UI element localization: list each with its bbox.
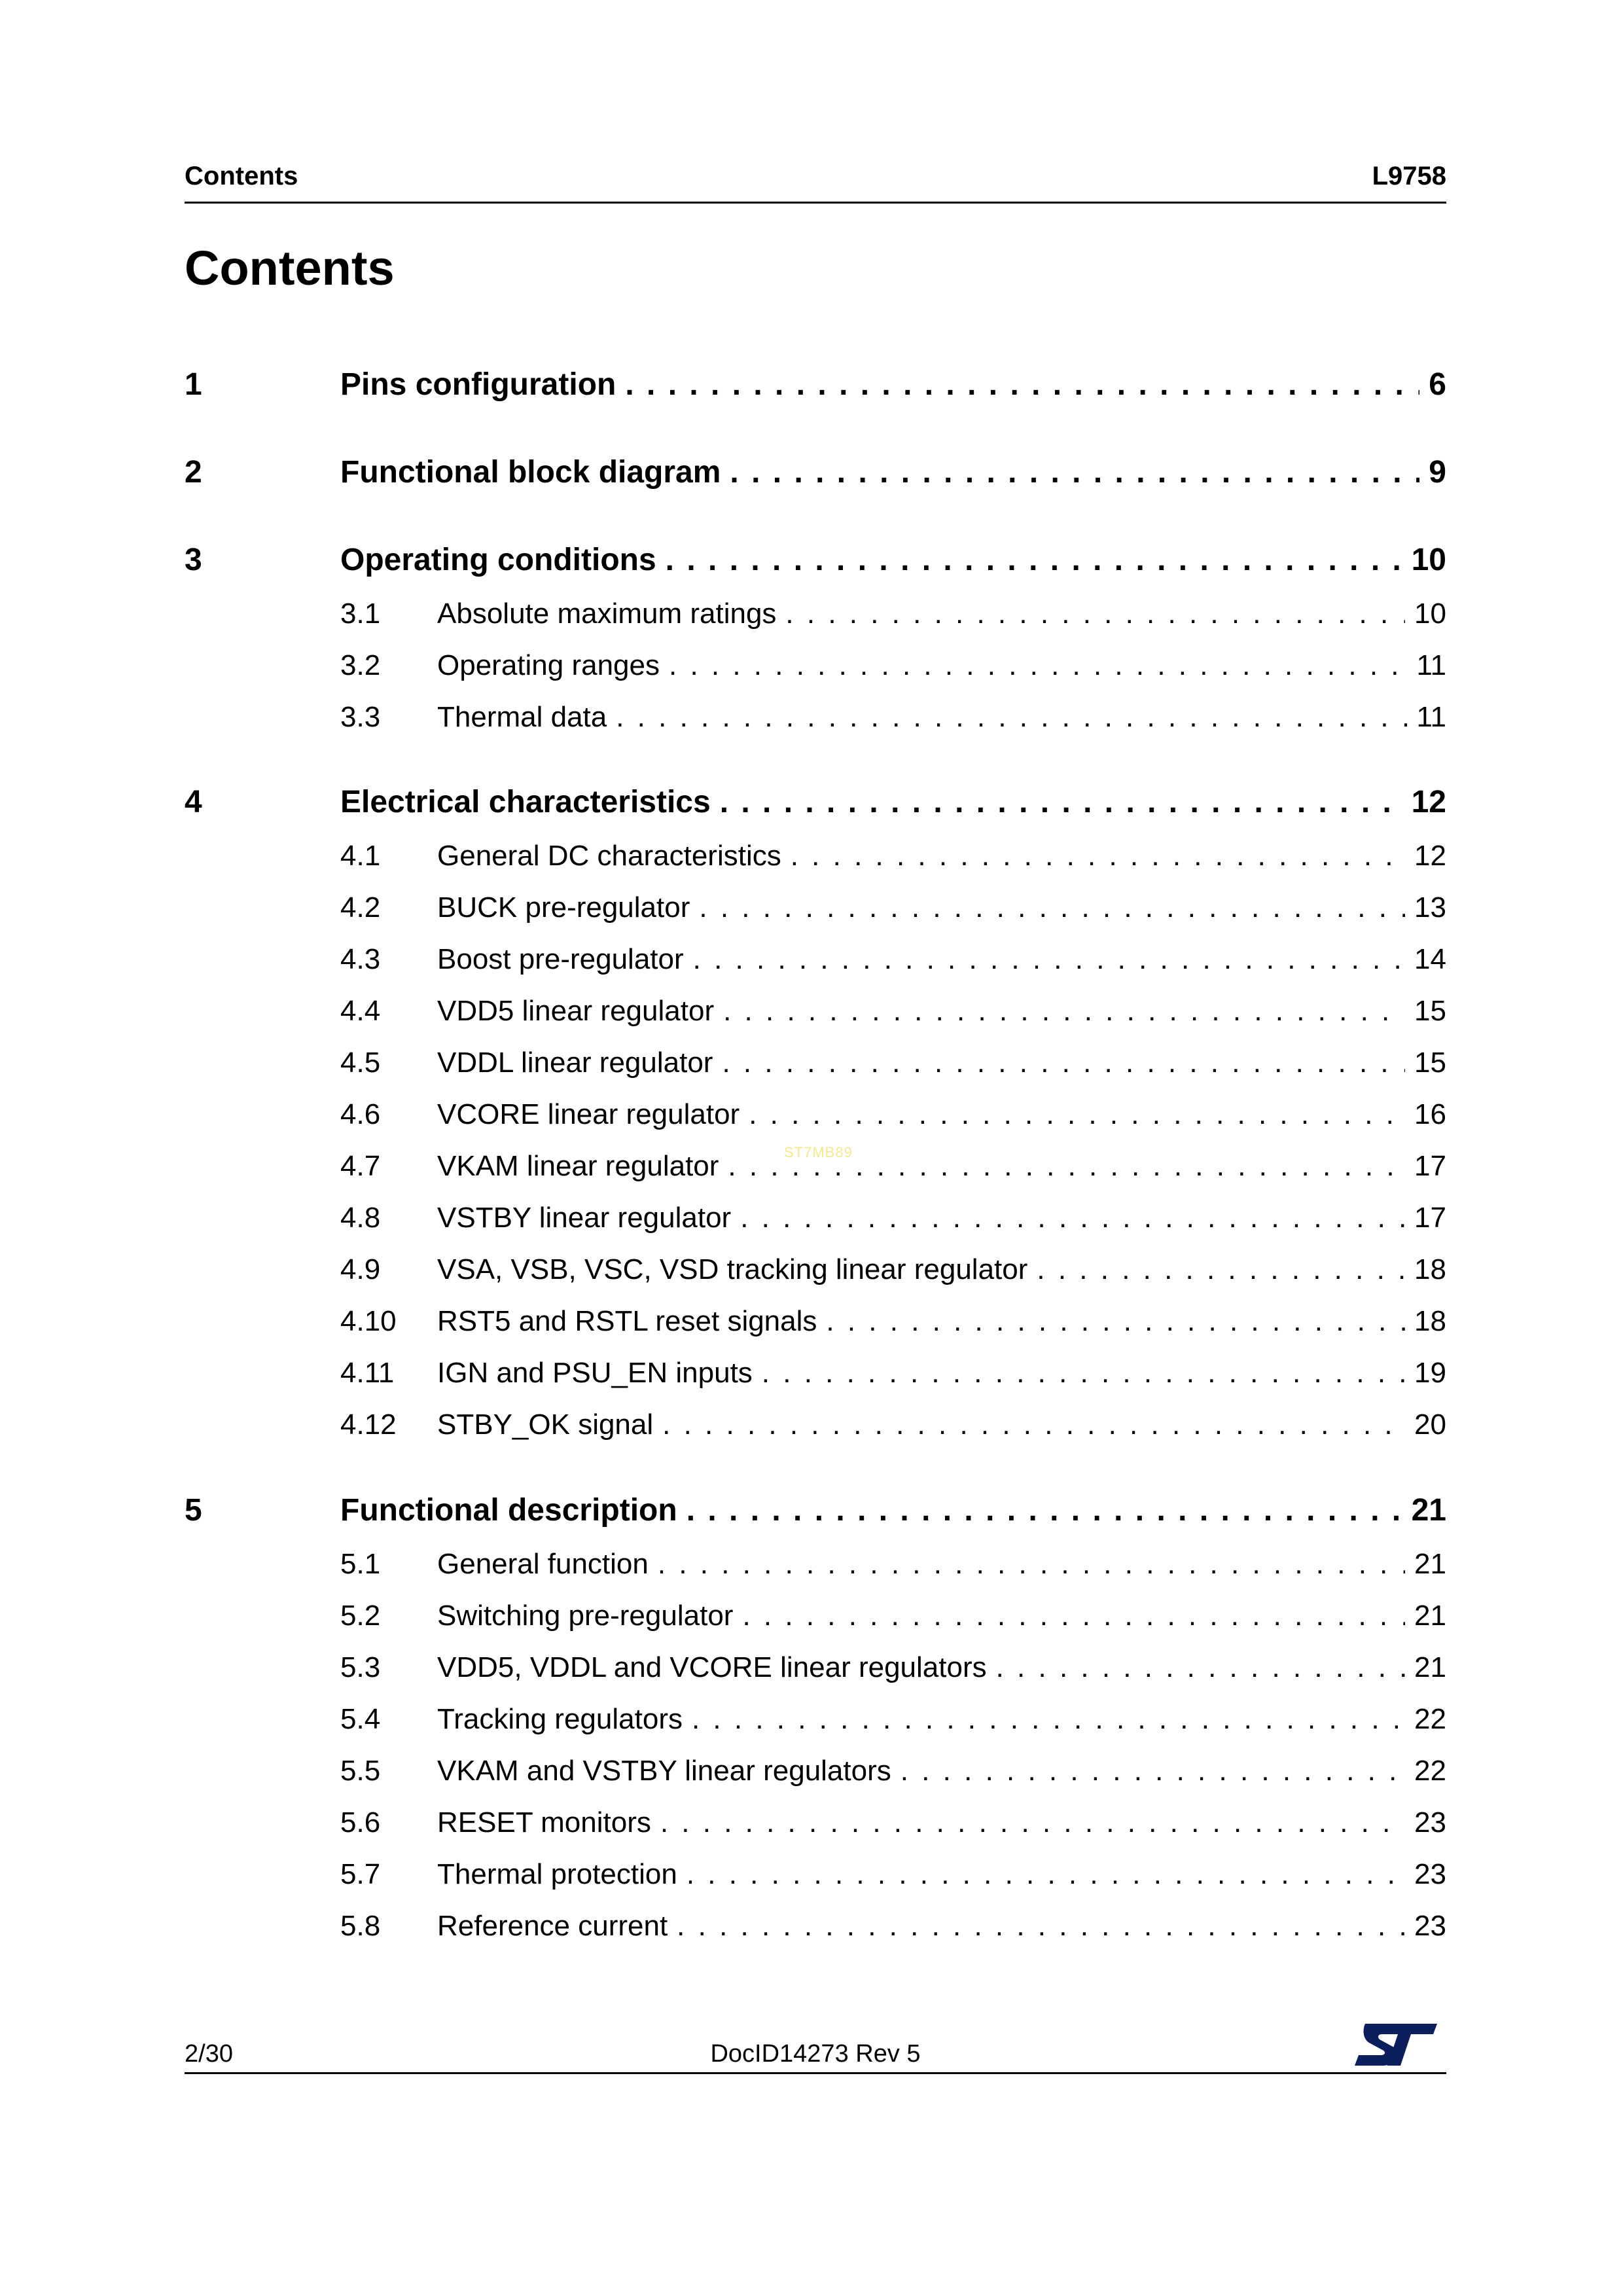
toc-section-number: 4.8	[340, 1202, 381, 1234]
toc-section-number: 5.6	[340, 1806, 381, 1839]
toc-leader-dots	[901, 1753, 1405, 1789]
toc-chapter-number: 5	[185, 1493, 202, 1528]
toc-section-number: 5.1	[340, 1548, 381, 1580]
toc-section[interactable]	[185, 1251, 1446, 1288]
toc-section[interactable]	[185, 1355, 1446, 1391]
toc-section[interactable]	[185, 1303, 1446, 1340]
toc-section[interactable]	[185, 1908, 1446, 1945]
toc-section-page: 23	[1414, 1858, 1446, 1890]
toc-section-title: VKAM linear regulator	[437, 1150, 719, 1182]
toc-section[interactable]	[185, 1649, 1446, 1686]
toc-leader-dots	[699, 889, 1405, 926]
toc-section[interactable]	[185, 1804, 1446, 1841]
toc-chapter-number: 2	[185, 455, 202, 490]
toc-chapter-title: Operating conditions	[340, 543, 656, 577]
document-id: DocID14273 Rev 5	[710, 2040, 921, 2068]
toc-section[interactable]	[185, 1407, 1446, 1443]
toc-leader-dots	[692, 1701, 1405, 1738]
toc-leader-dots	[625, 365, 1419, 404]
toc-section-title: RST5 and RSTL reset signals	[437, 1305, 817, 1337]
toc-chapter-page: 10	[1411, 543, 1446, 577]
toc-section-title: Thermal protection	[437, 1858, 677, 1890]
toc-leader-dots	[740, 1200, 1405, 1236]
toc-section-title: VDDL linear regulator	[437, 1047, 713, 1079]
toc-leader-dots	[722, 1045, 1405, 1081]
toc-leader-dots	[826, 1303, 1405, 1340]
toc-section-number: 4.6	[340, 1098, 381, 1130]
toc-section-number: 3.2	[340, 649, 381, 681]
toc-leader-dots	[1037, 1251, 1405, 1288]
toc-leader-dots	[662, 1407, 1405, 1443]
toc-chapter-page: 12	[1411, 785, 1446, 819]
toc-leader-dots	[687, 1856, 1405, 1893]
toc-section-title: RESET monitors	[437, 1806, 651, 1839]
toc-section-page: 11	[1416, 649, 1446, 681]
toc-section-title: Boost pre-regulator	[437, 943, 684, 975]
toc-chapter-title: Pins configuration	[340, 367, 616, 402]
toc-section-page: 17	[1414, 1202, 1446, 1234]
watermark: ST7MB89	[784, 1144, 853, 1160]
toc-section-number: 5.7	[340, 1858, 381, 1890]
toc-section-page: 10	[1414, 598, 1446, 630]
toc-chapter[interactable]	[185, 783, 1446, 822]
toc-leader-dots	[730, 453, 1419, 492]
toc-section-number: 4.11	[340, 1357, 395, 1389]
st-logo-icon	[1353, 2021, 1438, 2068]
toc-section-title: VSTBY linear regulator	[437, 1202, 732, 1234]
toc-section-title: Thermal data	[437, 701, 607, 733]
toc-section-page: 16	[1414, 1098, 1446, 1130]
toc-chapter-title: Electrical characteristics	[340, 785, 711, 819]
toc-chapter-title: Functional block diagram	[340, 455, 721, 490]
toc-section-page: 19	[1414, 1357, 1446, 1389]
toc-section[interactable]	[185, 889, 1446, 926]
toc-section-page: 23	[1414, 1806, 1446, 1839]
toc-chapter-number: 4	[185, 785, 202, 819]
toc-section[interactable]	[185, 647, 1446, 684]
toc-chapter[interactable]	[185, 1491, 1446, 1530]
toc-section-number: 4.12	[340, 1408, 397, 1441]
page-number: 2/30	[185, 2040, 233, 2068]
toc-section-page: 21	[1414, 1600, 1446, 1632]
toc-section-page: 21	[1414, 1548, 1446, 1580]
toc-section-number: 5.8	[340, 1910, 381, 1942]
toc-section-page: 21	[1414, 1651, 1446, 1683]
toc-chapter-page: 6	[1429, 367, 1446, 402]
toc-section[interactable]	[185, 1200, 1446, 1236]
toc-chapter-number: 1	[185, 367, 202, 402]
toc-section-number: 4.3	[340, 943, 381, 975]
toc-section-page: 22	[1414, 1755, 1446, 1787]
toc-section-title: Tracking regulators	[437, 1703, 683, 1735]
toc-section[interactable]	[185, 838, 1446, 874]
toc-section-page: 20	[1414, 1408, 1446, 1441]
toc-section-page: 13	[1414, 891, 1446, 924]
toc-leader-dots	[677, 1908, 1405, 1945]
toc-section-number: 5.5	[340, 1755, 381, 1787]
toc-chapter-page: 9	[1429, 455, 1446, 490]
toc-section[interactable]	[185, 1546, 1446, 1583]
toc-section[interactable]	[185, 596, 1446, 632]
toc-section-title: Absolute maximum ratings	[437, 598, 777, 630]
toc-chapter[interactable]	[185, 365, 1446, 404]
toc-section-number: 3.3	[340, 701, 381, 733]
toc-section-title: VSA, VSB, VSC, VSD tracking linear regulator	[437, 1253, 1028, 1285]
toc-section-title: Operating ranges	[437, 649, 660, 681]
running-header	[185, 158, 1446, 204]
toc-chapter[interactable]	[185, 453, 1446, 492]
toc-section-page: 18	[1414, 1305, 1446, 1337]
toc-section-page: 11	[1416, 701, 1446, 733]
toc-section-page: 17	[1414, 1150, 1446, 1182]
toc-chapter[interactable]	[185, 541, 1446, 580]
toc-leader-dots	[666, 541, 1402, 580]
toc-leader-dots	[616, 699, 1407, 736]
toc-section-number: 4.7	[340, 1150, 381, 1182]
toc-section[interactable]	[185, 1598, 1446, 1634]
toc-section-number: 5.3	[340, 1651, 381, 1683]
toc-section[interactable]	[185, 993, 1446, 1030]
toc-leader-dots	[658, 1546, 1405, 1583]
toc-section[interactable]	[185, 1701, 1446, 1738]
toc-section-page: 22	[1414, 1703, 1446, 1735]
toc-section-number: 4.1	[340, 840, 381, 872]
toc-section-title: VKAM and VSTBY linear regulators	[437, 1755, 891, 1787]
toc-leader-dots	[693, 941, 1405, 978]
toc-section-title: Switching pre-regulator	[437, 1600, 734, 1632]
toc-section[interactable]	[185, 1856, 1446, 1893]
toc-section[interactable]	[185, 699, 1446, 736]
toc-chapter-title: Functional description	[340, 1493, 677, 1528]
toc-leader-dots	[996, 1649, 1405, 1686]
toc-section[interactable]	[185, 941, 1446, 978]
header-part-number: L9758	[1372, 162, 1446, 190]
toc-section-page: 18	[1414, 1253, 1446, 1285]
toc-leader-dots	[791, 838, 1405, 874]
toc-section-title: IGN and PSU_EN inputs	[437, 1357, 753, 1389]
toc-section-page: 15	[1414, 1047, 1446, 1079]
toc-section-title: General DC characteristics	[437, 840, 781, 872]
toc-section[interactable]	[185, 1045, 1446, 1081]
toc-section-title: BUCK pre-regulator	[437, 891, 690, 924]
toc-section-number: 4.10	[340, 1305, 397, 1337]
toc-section-title: Reference current	[437, 1910, 668, 1942]
toc-section-number: 3.1	[340, 598, 381, 630]
toc-section[interactable]	[185, 1096, 1446, 1133]
toc-section-number: 5.2	[340, 1600, 381, 1632]
toc-leader-dots	[720, 783, 1402, 822]
toc-section-title: General function	[437, 1548, 649, 1580]
toc-section-number: 4.9	[340, 1253, 381, 1285]
toc-section-title: STBY_OK signal	[437, 1408, 654, 1441]
toc-section-number: 5.4	[340, 1703, 381, 1735]
page-title: Contents	[185, 241, 395, 295]
toc-section-title: VDD5, VDDL and VCORE linear regulators	[437, 1651, 987, 1683]
toc-section-page: 14	[1414, 943, 1446, 975]
toc-section-number: 4.5	[340, 1047, 381, 1079]
toc-leader-dots	[785, 596, 1405, 632]
toc-section-title: VDD5 linear regulator	[437, 995, 715, 1027]
toc-section-page: 23	[1414, 1910, 1446, 1942]
toc-leader-dots	[762, 1355, 1405, 1391]
toc-chapter-page: 21	[1411, 1493, 1446, 1528]
toc-leader-dots	[749, 1096, 1405, 1133]
toc-section-page: 15	[1414, 995, 1446, 1027]
toc-section-number: 4.2	[340, 891, 381, 924]
running-footer	[185, 2029, 1446, 2074]
toc-section-page: 12	[1414, 840, 1446, 872]
toc-chapter-number: 3	[185, 543, 202, 577]
toc-section-title: VCORE linear regulator	[437, 1098, 740, 1130]
toc-section[interactable]	[185, 1753, 1446, 1789]
header-section-label: Contents	[185, 162, 298, 190]
toc-leader-dots	[742, 1598, 1405, 1634]
toc-leader-dots	[687, 1491, 1402, 1530]
toc-leader-dots	[669, 647, 1407, 684]
toc-section-number: 4.4	[340, 995, 381, 1027]
toc-leader-dots	[660, 1804, 1405, 1841]
toc-leader-dots	[723, 993, 1405, 1030]
